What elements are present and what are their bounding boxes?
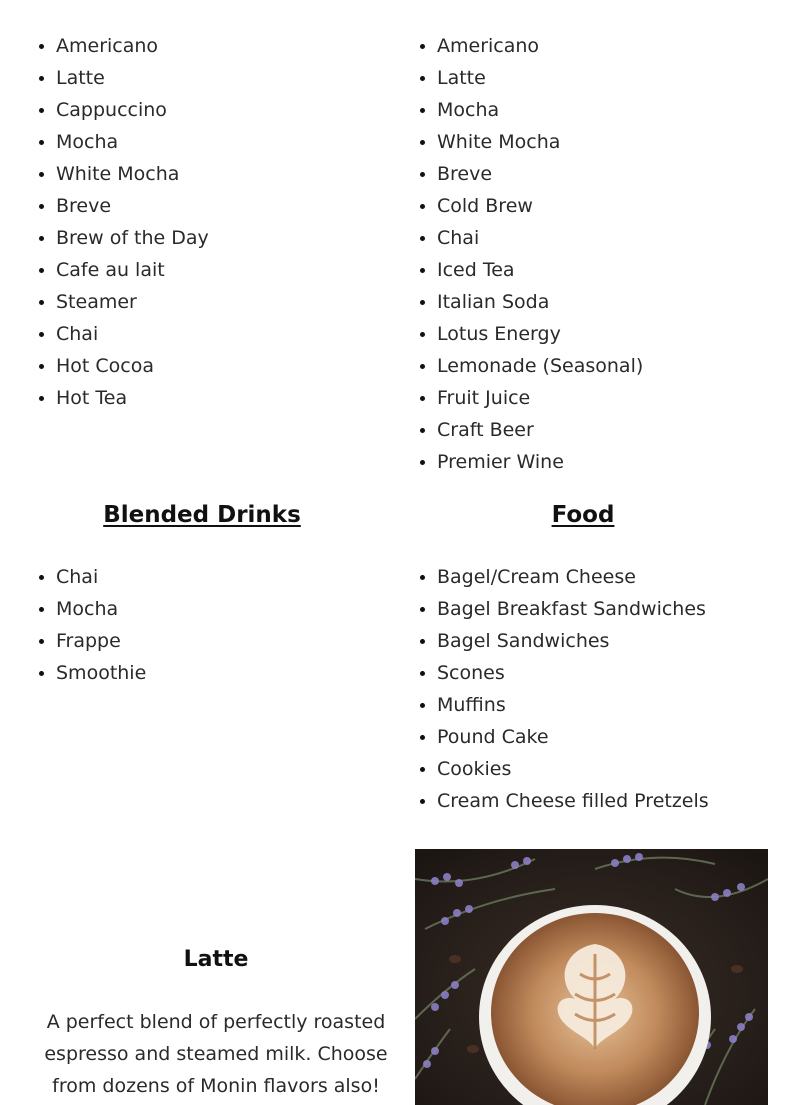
list-item: • Scones [437, 657, 709, 689]
list-item: • Muffins [437, 689, 709, 721]
list-item: • Italian Soda [437, 286, 643, 318]
list-item: • Chai [437, 222, 643, 254]
list-item: • Craft Beer [437, 414, 643, 446]
list-item: • Latte [437, 62, 643, 94]
list-item: • Frappe [56, 625, 146, 657]
list-item: • Pound Cake [437, 721, 709, 753]
list-item: • Bagel Breakfast Sandwiches [437, 593, 709, 625]
list-item: • White Mocha [437, 126, 643, 158]
list-item: • Americano [56, 30, 209, 62]
list-item: • Cafe au lait [56, 254, 209, 286]
list-item: • Bagel/Cream Cheese [437, 561, 709, 593]
list-item: • Breve [56, 190, 209, 222]
list-item: • Fruit Juice [437, 382, 643, 414]
list-item: • Hot Tea [56, 382, 209, 414]
list-item: • Americano [437, 30, 643, 62]
food-heading: Food [551, 502, 615, 528]
list-item: • Breve [437, 158, 643, 190]
hot-drinks-list [34, 30, 209, 414]
list-item: • Iced Tea [437, 254, 643, 286]
list-item: • Chai [56, 561, 146, 593]
list-item: • Hot Cocoa [56, 350, 209, 382]
latte-art-image [415, 849, 768, 1105]
list-item: • Chai [56, 318, 209, 350]
list-item: • Mocha [56, 593, 146, 625]
list-item: • Brew of the Day [56, 222, 209, 254]
list-item: • Cookies [437, 753, 709, 785]
list-item: • Lotus Energy [437, 318, 643, 350]
latte-art-photo [415, 849, 768, 1105]
list-item: • Smoothie [56, 657, 146, 689]
list-item: • Mocha [56, 126, 209, 158]
cold-drinks-list [415, 30, 643, 478]
list-item: • Cappuccino [56, 94, 209, 126]
list-item: • Cream Cheese filled Pretzels [437, 785, 709, 817]
food-list [415, 561, 709, 817]
list-item: • Lemonade (Seasonal) [437, 350, 643, 382]
list-item: • Cold Brew [437, 190, 643, 222]
list-item: • White Mocha [56, 158, 209, 190]
blended-drinks-list [34, 561, 146, 689]
latte-description: A perfect blend of perfectly roasted espresso and steamed milk. Choose from dozens of Monin flavors also! [44, 1011, 388, 1097]
blended-drinks-heading: Blended Drinks [103, 502, 301, 528]
list-item: • Mocha [437, 94, 643, 126]
latte-title: Latte [183, 947, 249, 972]
list-item: • Bagel Sandwiches [437, 625, 709, 657]
list-item: • Steamer [56, 286, 209, 318]
list-item: • Premier Wine [437, 446, 643, 478]
list-item: • Latte [56, 62, 209, 94]
